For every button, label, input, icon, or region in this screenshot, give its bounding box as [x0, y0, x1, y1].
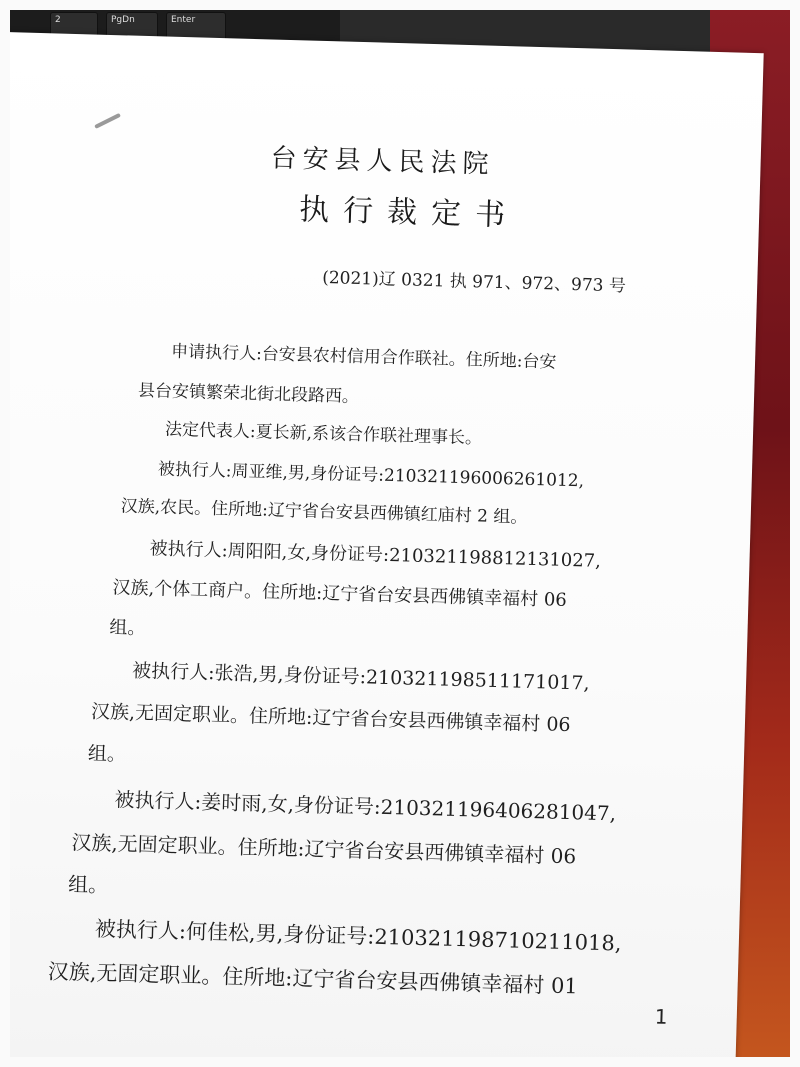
body-line: 被执行人:周亚维,男,身份证号:210321196006261012, — [157, 459, 585, 492]
body-line: 汉族,无固定职业。住所地:辽宁省台安县西佛镇幸福村 06 — [71, 830, 577, 869]
case-number: (2021)辽 0321 执 971、972、973 号 — [321, 267, 627, 297]
body-line: 被执行人:姜时雨,女,身份证号:210321196406281047, — [114, 787, 617, 826]
body-line: 组。 — [87, 742, 127, 766]
body-line: 组。 — [109, 617, 146, 640]
photo-scene — [10, 10, 790, 1057]
body-line: 县台安镇繁荣北街北段路西。 — [137, 380, 360, 408]
body-line: 申请执行人:台安县农村信用合作联社。住所地:台安 — [170, 341, 557, 373]
page-number: 1 — [654, 1004, 668, 1029]
body-line: 汉族,无固定职业。住所地:辽宁省台安县西佛镇幸福村 06 — [90, 700, 571, 737]
staple-icon — [94, 113, 121, 129]
key-2: 2 — [50, 12, 98, 46]
key-enter: Enter — [166, 12, 226, 46]
body-line: 被执行人:何佳松,男,身份证号:210321198710211018, — [94, 916, 622, 956]
body-line: 法定代表人:夏长新,系该合作联社理事长。 — [164, 419, 483, 449]
document-page — [10, 32, 764, 1057]
key-pgdn: PgDn — [106, 12, 158, 46]
body-line: 被执行人:周阳阳,女,身份证号:210321198812131027, — [149, 538, 602, 572]
court-name: 台安县人民法院 — [270, 143, 495, 180]
body-line: 汉族,无固定职业。住所地:辽宁省台安县西佛镇幸福村 01 — [47, 959, 579, 999]
body-line: 汉族,个体工商户。住所地:辽宁省台安县西佛镇幸福村 06 — [112, 577, 568, 611]
body-line: 汉族,农民。住所地:辽宁省台安县西佛镇红庙村 2 组。 — [120, 496, 528, 528]
body-line: 组。 — [67, 872, 109, 898]
document-title: 执行裁定书 — [298, 192, 520, 234]
body-line: 被执行人:张浩,男,身份证号:210321198511171017, — [131, 659, 590, 695]
